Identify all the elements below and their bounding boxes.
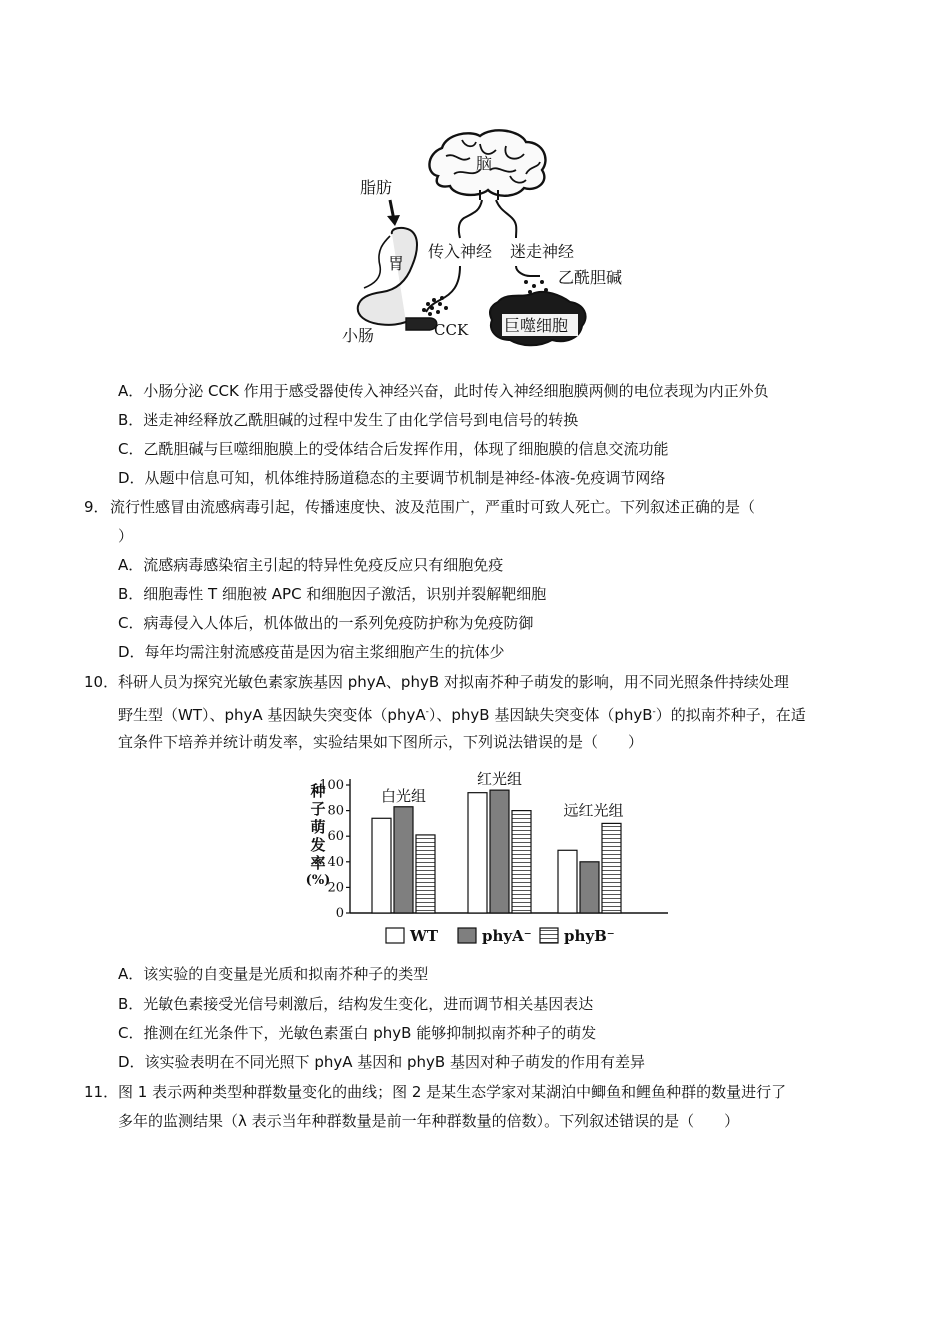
q9-number: 9． [84, 498, 109, 516]
q11-stem-line2: 多年的监测结果（λ 表示当年种群数量是前一年种群数量的倍数）。下列叙述错误的是（ ） [118, 1112, 740, 1130]
q8-option-b: B．迷走神经释放乙酰胆碱的过程中发生了由化学信号到电信号的转换 [118, 411, 579, 429]
bar-WT-2 [558, 850, 577, 913]
superscript-minus: - [425, 707, 429, 717]
y-tick-label: 40 [327, 854, 344, 870]
q10-option-c: C．推测在红光条件下，光敏色素蛋白 phyB 能够抑制拟南芥种子的萌发 [118, 1024, 597, 1042]
chart-svg [300, 766, 680, 956]
category-label: 远红光组 [563, 801, 624, 820]
bar-WT-1 [468, 793, 487, 913]
q9-stem-line1: 流行性感冒由流感病毒引起，传播速度快、波及范围广，严重时可致人死亡。下列叙述正确的是（ [110, 498, 756, 516]
q9-option-a: A．流感病毒感染宿主引起的特异性免疫反应只有细胞免疫 [118, 556, 504, 574]
q8-option-c: C．乙酰胆碱与巨噬细胞膜上的受体结合后发挥作用，体现了细胞膜的信息交流功能 [118, 440, 669, 458]
y-axis-label [300, 782, 336, 890]
y-label-unit: (%) [305, 873, 331, 888]
q10-stem-line2 [118, 702, 806, 725]
bar-phyA-0 [394, 807, 413, 913]
y-label-char: 种 [310, 782, 326, 800]
y-label-char: 萌 [310, 818, 326, 836]
y-label-char: 发 [310, 836, 326, 854]
q9-stem-line2: ） [118, 527, 134, 545]
q10-option-b: B．光敏色素接受光信号刺激后，结构发生变化，进而调节相关基因表达 [118, 995, 594, 1013]
cck-label: CCK [434, 321, 469, 339]
y-tick-label: 80 [327, 803, 344, 819]
category-label: 红光组 [476, 770, 523, 789]
q10-number: 10． [84, 673, 119, 691]
q10-stem-line3: 宜条件下培养并统计萌发率，实验结果如下图所示，下列说法错误的是（ ） [118, 733, 644, 751]
legend-label: phyB⁻ [564, 927, 615, 945]
legend-swatch [386, 928, 404, 943]
vagus-nerve-label: 迷走神经 [510, 242, 575, 261]
germination-chart [300, 766, 680, 956]
q10-option-d: D．该实验表明在不同光照下 phyA 基因和 phyB 基因对种子萌发的作用有差异 [118, 1053, 645, 1071]
y-tick-label: 0 [335, 906, 344, 921]
brain-label: 脑 [476, 154, 493, 173]
q10-option-a: A．该实验的自变量是光质和拟南芥种子的类型 [118, 965, 429, 983]
legend-label: WT [410, 927, 439, 945]
brain-gut-figure [330, 126, 630, 356]
y-tick-label: 60 [327, 829, 344, 845]
q8-option-d: D．从题中信息可知，机体维持肠道稳态的主要调节机制是神经-体液-免疫调节网络 [118, 469, 666, 487]
q8-option-a: A．小肠分泌 CCK 作用于感受器使传入神经兴奋，此时传入神经细胞膜两侧的电位表现为内正外负 [118, 382, 769, 400]
afferent-nerve-label: 传入神经 [428, 242, 493, 261]
y-tick-label: 20 [327, 880, 344, 896]
category-label: 白光组 [380, 786, 427, 805]
bar-phyA-1 [490, 790, 509, 913]
q10-stem-line1: 科研人员为探究光敏色素家族基因 phyA、phyB 对拟南芥种子萌发的影响，用不同光照条件持续处理 [118, 673, 789, 691]
small-intestine-label: 小肠 [342, 326, 375, 345]
y-tick-label: 100 [319, 778, 344, 793]
bar-phyB-0 [416, 835, 435, 913]
q10-stem-part-a: 野生型（WT）、phyA 基因缺失突变体（phyA [118, 706, 426, 724]
superscript-minus: - [652, 707, 656, 717]
q11-number: 11． [84, 1083, 119, 1101]
q11-stem-line1: 图 1 表示两种类型种群数量变化的曲线；图 2 是某生态学家对某湖泊中鲫鱼和鲤鱼种群的数量进行了 [118, 1083, 787, 1101]
q9-option-c: C．病毒侵入人体后，机体做出的一系列免疫防护称为免疫防御 [118, 614, 534, 632]
bar-phyB-2 [602, 823, 621, 913]
legend-swatch [458, 928, 476, 943]
legend-label: phyA⁻ [482, 927, 532, 945]
y-label-char: 率 [310, 854, 326, 872]
macrophage-label: 巨噬细胞 [504, 316, 569, 335]
q9-option-b: B．细胞毒性 T 细胞被 APC 和细胞因子激活，识别并裂解靶细胞 [118, 585, 547, 603]
acetylcholine-label: 乙酰胆碱 [558, 268, 623, 287]
bar-phyB-1 [512, 811, 531, 913]
fat-label: 脂肪 [360, 178, 393, 197]
stomach-label: 胃 [388, 254, 405, 273]
q10-stem-part-c: ）的拟南芥种子，在适 [655, 706, 806, 724]
q10-stem-part-b: ）、phyB 基因缺失突变体（phyB [428, 706, 653, 724]
y-label-char: 子 [310, 800, 326, 818]
bar-WT-0 [372, 818, 391, 913]
q9-option-d: D．每年均需注射流感疫苗是因为宿主浆细胞产生的抗体少 [118, 643, 505, 661]
legend-swatch [540, 928, 558, 943]
bar-phyA-2 [580, 862, 599, 913]
